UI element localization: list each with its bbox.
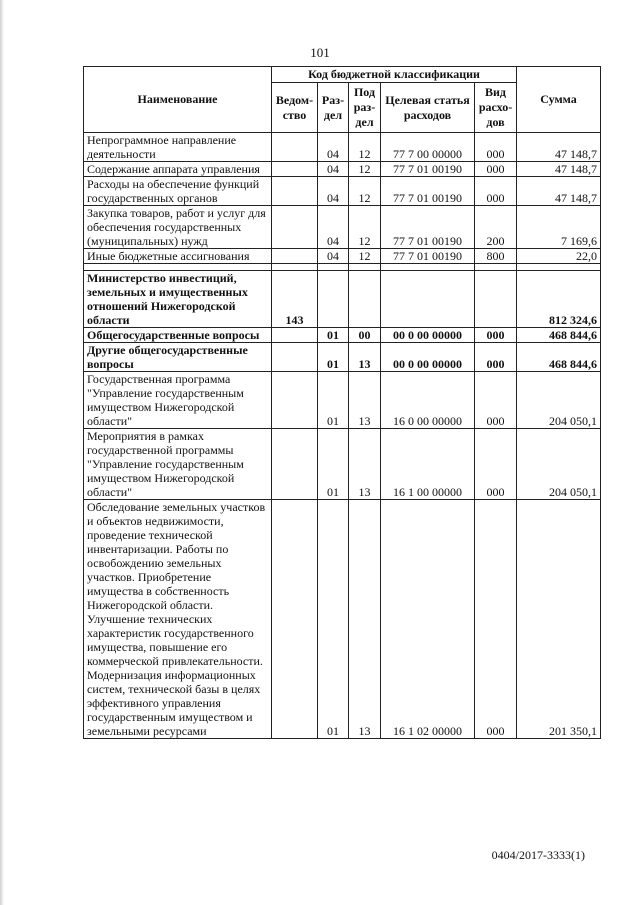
cell-razdel: 04 [318,177,349,206]
cell-razdel [318,264,349,271]
cell-name [84,264,272,271]
document-code: 0404/2017-3333(1) [491,848,585,862]
cell-sum [517,264,601,271]
table-row [84,429,601,500]
cell-sum: 201 350,1 [517,500,601,739]
cell-podrazdel [349,264,381,271]
cell-target-article: 16 1 00 00000 [381,429,475,500]
cell-podrazdel: 12 [349,177,381,206]
cell-podrazdel: 13 [349,429,381,500]
cell-razdel: 01 [318,328,349,343]
header-row-top [84,67,601,83]
table-row [84,343,601,372]
cell-sum: 47 148,7 [517,133,601,162]
header-name: Наименование [84,67,272,133]
cell-vedomstvo [272,372,318,429]
cell-razdel: 04 [318,249,349,264]
cell-podrazdel: 13 [349,372,381,429]
cell-expense-type: 000 [475,343,517,372]
cell-razdel: 04 [318,162,349,177]
cell-vedomstvo [272,206,318,249]
cell-vedomstvo: 143 [272,271,318,328]
cell-sum: 204 050,1 [517,429,601,500]
cell-razdel: 01 [318,429,349,500]
header-target-article: Целевая статья расходов [381,83,475,133]
cell-target-article: 77 7 01 00190 [381,206,475,249]
cell-expense-type: 000 [475,429,517,500]
cell-sum: 47 148,7 [517,177,601,206]
cell-podrazdel: 12 [349,162,381,177]
table-row [84,177,601,206]
cell-target-article: 77 7 01 00190 [381,177,475,206]
page-number: 101 [310,45,330,60]
cell-vedomstvo [272,429,318,500]
cell-name: Другие общегосударственные вопросы [84,343,272,372]
table-row [84,162,601,177]
cell-razdel [318,271,349,328]
cell-razdel: 01 [318,372,349,429]
cell-sum: 204 050,1 [517,372,601,429]
cell-vedomstvo [272,133,318,162]
table-row [84,206,601,249]
cell-podrazdel: 00 [349,328,381,343]
cell-podrazdel: 13 [349,500,381,739]
cell-name: Общегосударственные вопросы [84,328,272,343]
cell-razdel: 01 [318,500,349,739]
cell-target-article: 77 7 01 00190 [381,162,475,177]
cell-sum: 7 169,6 [517,206,601,249]
cell-sum: 47 148,7 [517,162,601,177]
cell-expense-type: 000 [475,372,517,429]
cell-target-article [381,264,475,271]
cell-podrazdel: 12 [349,133,381,162]
cell-expense-type: 000 [475,177,517,206]
cell-name: Закупка товаров, работ и услуг для обеспечения государственных (муниципальных) нужд [84,206,272,249]
cell-sum: 22,0 [517,249,601,264]
cell-target-article: 16 1 02 00000 [381,500,475,739]
table-row [84,372,601,429]
cell-name: Содержание аппарата управления [84,162,272,177]
cell-expense-type: 200 [475,206,517,249]
cell-expense-type [475,271,517,328]
table-row [84,500,601,739]
cell-target-article [381,271,475,328]
table-row [84,328,601,343]
cell-name: Обследование земельных участков и объектов недвижимости, проведение технической инвентаризации. Работы по освобождению земельных участков. Приобретение имущества в собственность Нижегородской области. Улучшение технических характеристик государственного имущества, повышение его коммерческой привлекательности. Модернизация информационных систем, технической базы в целях эффективного управления государственным имуществом и земельными ресурсами [84,500,272,739]
table-row [84,249,601,264]
cell-podrazdel: 13 [349,343,381,372]
header-razdel: Раз-дел [318,83,349,133]
budget-table [83,66,601,739]
header-sum: Сумма [517,67,601,133]
cell-razdel: 04 [318,133,349,162]
table-body [84,133,601,739]
table-row [84,133,601,162]
cell-expense-type: 000 [475,162,517,177]
header-podrazdel: Под раз-дел [349,83,381,133]
cell-name: Государственная программа "Управление государственным имуществом Нижегородской области" [84,372,272,429]
cell-target-article: 77 7 01 00190 [381,249,475,264]
cell-target-article: 00 0 00 00000 [381,343,475,372]
cell-target-article: 16 0 00 00000 [381,372,475,429]
cell-expense-type [475,264,517,271]
spacer-row [84,264,601,271]
cell-vedomstvo [272,162,318,177]
cell-expense-type: 000 [475,500,517,739]
cell-vedomstvo [272,177,318,206]
cell-vedomstvo [272,343,318,372]
cell-name: Непрограммное направление деятельности [84,133,272,162]
cell-vedomstvo [272,500,318,739]
scan-edge-shadow [0,0,4,905]
cell-vedomstvo [272,328,318,343]
cell-podrazdel: 12 [349,249,381,264]
cell-name: Расходы на обеспечение функций государственных органов [84,177,272,206]
cell-expense-type: 800 [475,249,517,264]
cell-name: Иные бюджетные ассигнования [84,249,272,264]
cell-podrazdel [349,271,381,328]
cell-vedomstvo [272,249,318,264]
table-row [84,271,601,328]
cell-sum: 812 324,6 [517,271,601,328]
header-expense-type: Вид расхо-дов [475,83,517,133]
cell-name: Мероприятия в рамках государственной программы "Управление государственным имуществом Нижегородской области" [84,429,272,500]
cell-sum: 468 844,6 [517,328,601,343]
cell-razdel: 01 [318,343,349,372]
cell-sum: 468 844,6 [517,343,601,372]
cell-target-article: 77 7 00 00000 [381,133,475,162]
header-vedomstvo: Ведом-ство [272,83,318,133]
cell-razdel: 04 [318,206,349,249]
cell-expense-type: 000 [475,328,517,343]
header-classification-group: Код бюджетной классификации [272,67,517,83]
cell-vedomstvo [272,264,318,271]
cell-name: Министерство инвестиций, земельных и имущественных отношений Нижегородской области [84,271,272,328]
cell-expense-type: 000 [475,133,517,162]
cell-target-article: 00 0 00 00000 [381,328,475,343]
cell-podrazdel: 12 [349,206,381,249]
